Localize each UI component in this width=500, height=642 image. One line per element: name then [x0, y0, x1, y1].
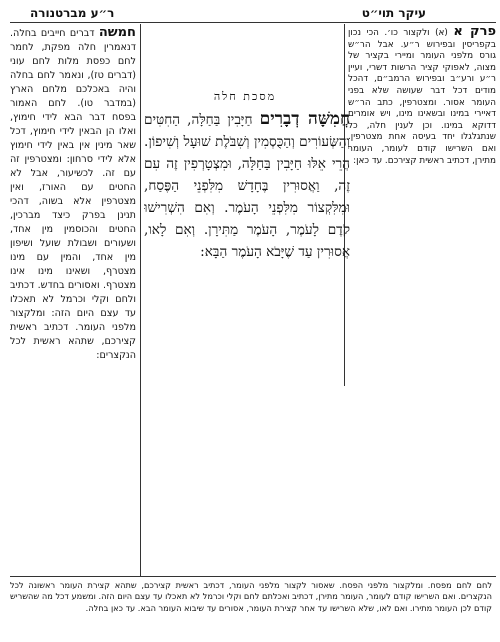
bartenura-text: דברים חייבים בחלה. דנאמרין חלה מפקת, לחמר לחם כפסת מלות לחם עוני (דברים טז), ונאמר לחם בחלה והיה באכלכם מלחם הארץ (במדבר טו). לחם האמור בפסח דבר הבא לידי חימוץ, ואלו הן הבאין לידי חימוץ, דכל שאר מינין אין באין לידי חימוץ אלא לידי סרחון: ומצטרפין זה עם זה. לכשיעור, אבל לא החטים עם האורז, ואין מצטרפין אלא בשוה, דהכי תנינן בפרק כיצד מברכין, החטים והכוסמין מין אחד, ושעורים ושבולת שועל ושיפון מין אחד, והמין עם מינו מצטרף, ושאינו מינו אינו מצטרף. ואסורים בחדש. דכתיב ולחם וקלי וכרמל לא תאכלו עד עצם היום הזה: ומלקצור מלפני העומר. דכתיב ראשית קצירכם, שתהא ראשית לכל הנקצרים: — [10, 28, 136, 361]
tosafot-commentary — [348, 26, 496, 386]
tosafot-lead: פרק א — [453, 26, 496, 39]
column-divider-left — [140, 24, 141, 576]
mishnah-text — [144, 108, 350, 318]
header-divider — [10, 22, 496, 23]
mishnah-lead: חֲמִשָּׁה דְבָרִים — [259, 109, 350, 129]
mishnah-body: חַיָּבִין בַּחַלָּה, הַחִטִּים וְהַשְּׂעוֹרִים וְהַכֻּסְמִין וְשִׁבֹּלֶת שׁוּעָל וְשִׁיפוֹן. הֲרֵי אֵלּוּ חַיָּבִין בַּחַלָּה, וּמִצְטָרְפִין זֶה עִם זֶה, וַאֲסוּרִין בֶּחָדָשׁ מִלִּפְנֵי הַפֶּסַח, וּמִלִּקְצוֹר מִלִּפְנֵי הָעֹמֶר. וְאִם הִשְׁרִישׁוּ קֹדֶם לָעֹמֶר, הָעֹמֶר מַתִּירָן. וְאִם לָאו, אֲסוּרִין עַד שֶׁיָּבֹא הָעֹמֶר הַבָּא: — [144, 112, 350, 260]
footnote-commentary: לחם לחם מפסח. ומלקצור מלפני הפסח. שאסור לקצור מלפני העומר, דכתיב ראשית קצירכם, שתהא קצירת העומר ראשונה לכל הנקצרים. ואם השרישו קודם לעומר, העומר מתירן, דכתיב ואכלתם לחם וקלי וכרמל לא תאכלו עד עצם היום הזה. ומשמע דכל מה שהשריש קודם לכן העומר מתירו. ואם לאו, שלא השרישו עד אחר קצירת העומר, אסורים עד שיבוא העומר הבא. עד כאן בחלה. — [10, 580, 492, 613]
footnote-divider — [10, 576, 496, 577]
tosafot-text: (א) ולקצור כו׳. הכי נכון בקפריסין ובפירוש ר״ע. אבל הר״ש גורס מלפני העומר ומיירי בקציר של מצוה, לאפוקי קציר הרשות דשרי, ועיין ר״ע ורע״ב ובפירוש הרמב״ם, דהכל מודים דכל דבר שעושה שלא בפני העומר אסור. ומצטרפין, כתב הר״ש דאיירי במינו ובשאינו מינו, ויש אומרים דדוקא במינו. וכן לענין חלה, כל שנתגלגלו יחד בעיסה אחת מצטרפין. ואם השרישו קודם לעומר, העומר מתירן, דכתיב ראשית קצירכם. עד כאן: — [348, 28, 496, 166]
tractate-title: מסכת חלה — [213, 90, 277, 103]
tosafot-header: עיקר תוי״ט — [361, 6, 426, 20]
bartenura-commentary — [10, 26, 136, 574]
bartenura-lead: חמשה — [98, 26, 136, 40]
bartenura-header: ר״ע מברטנורה — [30, 6, 115, 20]
